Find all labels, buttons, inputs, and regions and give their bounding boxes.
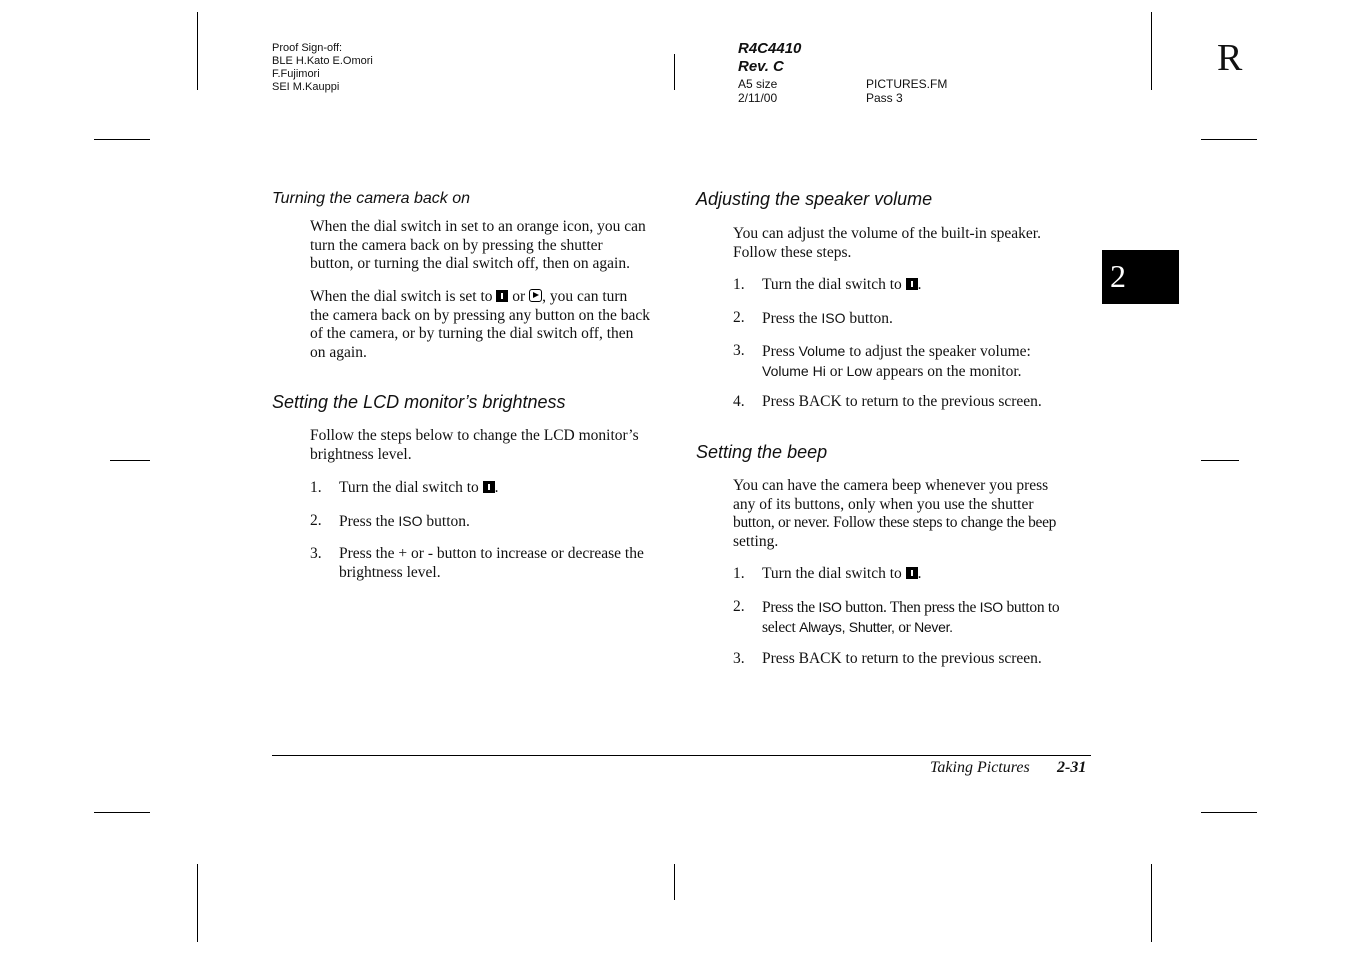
step-text: Press the <box>762 599 815 616</box>
dial-record-icon <box>483 481 495 493</box>
list-item <box>733 565 1093 585</box>
text-line: of the camera, or by turning the dial switch off, then <box>310 325 634 342</box>
list-item <box>310 512 670 532</box>
text-fragment: When the dial switch is set to <box>310 288 493 305</box>
crop-mark <box>197 12 198 90</box>
step-number: 2. <box>733 598 745 615</box>
list-item <box>733 393 1093 413</box>
step-text: . <box>917 276 922 293</box>
step-number: 1. <box>310 479 322 496</box>
crop-mark <box>674 864 675 900</box>
step-text: Turn the dial switch to <box>762 276 902 293</box>
chapter-number: 2 <box>1110 258 1126 294</box>
step-number: 3. <box>733 650 745 667</box>
step-number: 4. <box>733 393 745 410</box>
text-line: Follow these steps. <box>733 243 852 261</box>
doc-date: 2/11/00 <box>738 91 778 105</box>
paragraph <box>310 288 650 362</box>
proof-line: BLE H.Kato E.Omori <box>272 55 373 67</box>
crop-mark <box>1151 12 1152 90</box>
screen-message: Volume Hi <box>762 362 826 379</box>
step-number: 3. <box>733 342 745 359</box>
step-text: Turn the dial switch to <box>339 479 479 496</box>
step-text: or <box>898 618 911 636</box>
step-text: button. Then press the <box>845 599 977 616</box>
crop-mark <box>674 54 675 90</box>
dial-record-icon <box>496 290 508 302</box>
text-line: on again. <box>310 343 367 361</box>
paragraph <box>310 218 646 274</box>
text-fragment: , you can turn <box>542 288 628 305</box>
step-text: button to <box>1006 599 1060 616</box>
step-text: button. <box>849 310 893 327</box>
corner-letter: R <box>1217 37 1243 79</box>
text-line: You can adjust the volume of the built-in speaker. <box>733 225 1041 242</box>
dial-record-icon <box>906 567 918 579</box>
list-item <box>310 545 670 585</box>
section-heading: Setting the LCD monitor’s brightness <box>272 392 566 412</box>
text-line: any of its buttons, only when you use the shutter <box>733 495 1034 513</box>
option-name: Shutter, <box>848 618 895 635</box>
paragraph <box>733 477 1056 551</box>
proof-signoff <box>272 42 373 94</box>
text-line: setting. <box>733 532 779 550</box>
text-line: button, or never. Follow these steps to change the beep <box>733 514 1057 531</box>
step-text: select <box>762 618 796 636</box>
paragraph <box>733 225 1041 262</box>
list-item <box>310 479 670 499</box>
doc-revision: Rev. C <box>738 58 784 75</box>
step-number: 2. <box>310 512 322 529</box>
step-text: . <box>917 565 922 582</box>
crop-mark <box>1201 139 1257 140</box>
page-number: 2-31 <box>1057 759 1087 776</box>
proof-line: F.Fujimori <box>272 68 320 80</box>
crop-mark <box>110 460 150 461</box>
button-name: ISO <box>979 599 1003 615</box>
step-number: 3. <box>310 545 322 562</box>
paragraph <box>310 427 639 464</box>
text-line: When the dial switch in set to an orange icon, you can <box>310 218 646 235</box>
step-text: button. <box>426 513 470 530</box>
page-size: A5 size <box>738 77 778 91</box>
text-line: You can have the camera beep whenever you press <box>733 477 1049 494</box>
step-text: . <box>494 479 499 496</box>
step-text: Press the <box>762 310 818 327</box>
step-text: Press the + or - button to increase or decrease the <box>339 545 644 562</box>
step-text: to adjust the speaker volume: <box>849 343 1031 360</box>
text-line: turn the camera back on by pressing the shutter <box>310 236 603 254</box>
playback-icon <box>529 289 542 302</box>
crop-mark <box>197 864 198 942</box>
step-text: appears on the monitor. <box>876 362 1022 380</box>
running-footer-title: Taking Pictures <box>930 759 1030 776</box>
crop-mark <box>1151 864 1152 942</box>
step-text: or <box>829 362 843 380</box>
screen-message: Low <box>846 362 873 379</box>
doc-code: R4C4410 <box>738 40 802 57</box>
section-heading: Turning the camera back on <box>272 190 471 207</box>
step-text: Press BACK to return to the previous screen. <box>762 650 1042 667</box>
file-name: PICTURES.FM <box>866 77 948 91</box>
crop-mark <box>94 812 150 813</box>
list-item <box>733 650 1093 670</box>
crop-mark <box>1201 460 1239 461</box>
button-name: ISO <box>398 513 423 529</box>
step-number: 1. <box>733 276 745 293</box>
text-line: Follow the steps below to change the LCD monitor’s <box>310 427 639 444</box>
step-text: Press <box>762 343 795 360</box>
text-line: the camera back on by pressing any button on the back <box>310 306 651 324</box>
step-text: Turn the dial switch to <box>762 565 902 582</box>
button-name: Volume <box>798 343 846 359</box>
text-line <box>310 288 650 307</box>
section-heading: Adjusting the speaker volume <box>696 189 933 209</box>
step-number: 1. <box>733 565 745 582</box>
button-name: ISO <box>818 599 842 615</box>
step-text: Press BACK to return to the previous screen. <box>762 393 1042 410</box>
dial-record-icon <box>906 278 918 290</box>
proof-line: SEI M.Kauppi <box>272 81 340 93</box>
proof-line: Proof Sign-off: <box>272 42 343 54</box>
section-heading: Setting the beep <box>696 442 828 462</box>
crop-mark <box>1201 812 1257 813</box>
option-name: Never. <box>914 618 953 635</box>
text-line: brightness level. <box>310 445 412 463</box>
step-text: Press the <box>339 513 395 530</box>
list-item <box>733 309 1093 329</box>
chapter-tab <box>1102 250 1179 304</box>
footer-rule <box>272 755 1091 756</box>
pass-number: Pass 3 <box>866 91 903 105</box>
crop-mark <box>94 139 150 140</box>
list-item <box>733 276 1093 296</box>
step-text: brightness level. <box>339 563 441 581</box>
text-line: button, or turning the dial switch off, then on again. <box>310 255 630 272</box>
button-name: ISO <box>821 310 846 326</box>
list-item <box>733 598 1093 638</box>
text-fragment: or <box>512 288 526 305</box>
list-item <box>733 342 1093 382</box>
step-number: 2. <box>733 309 745 326</box>
option-name: Always, <box>799 618 846 635</box>
